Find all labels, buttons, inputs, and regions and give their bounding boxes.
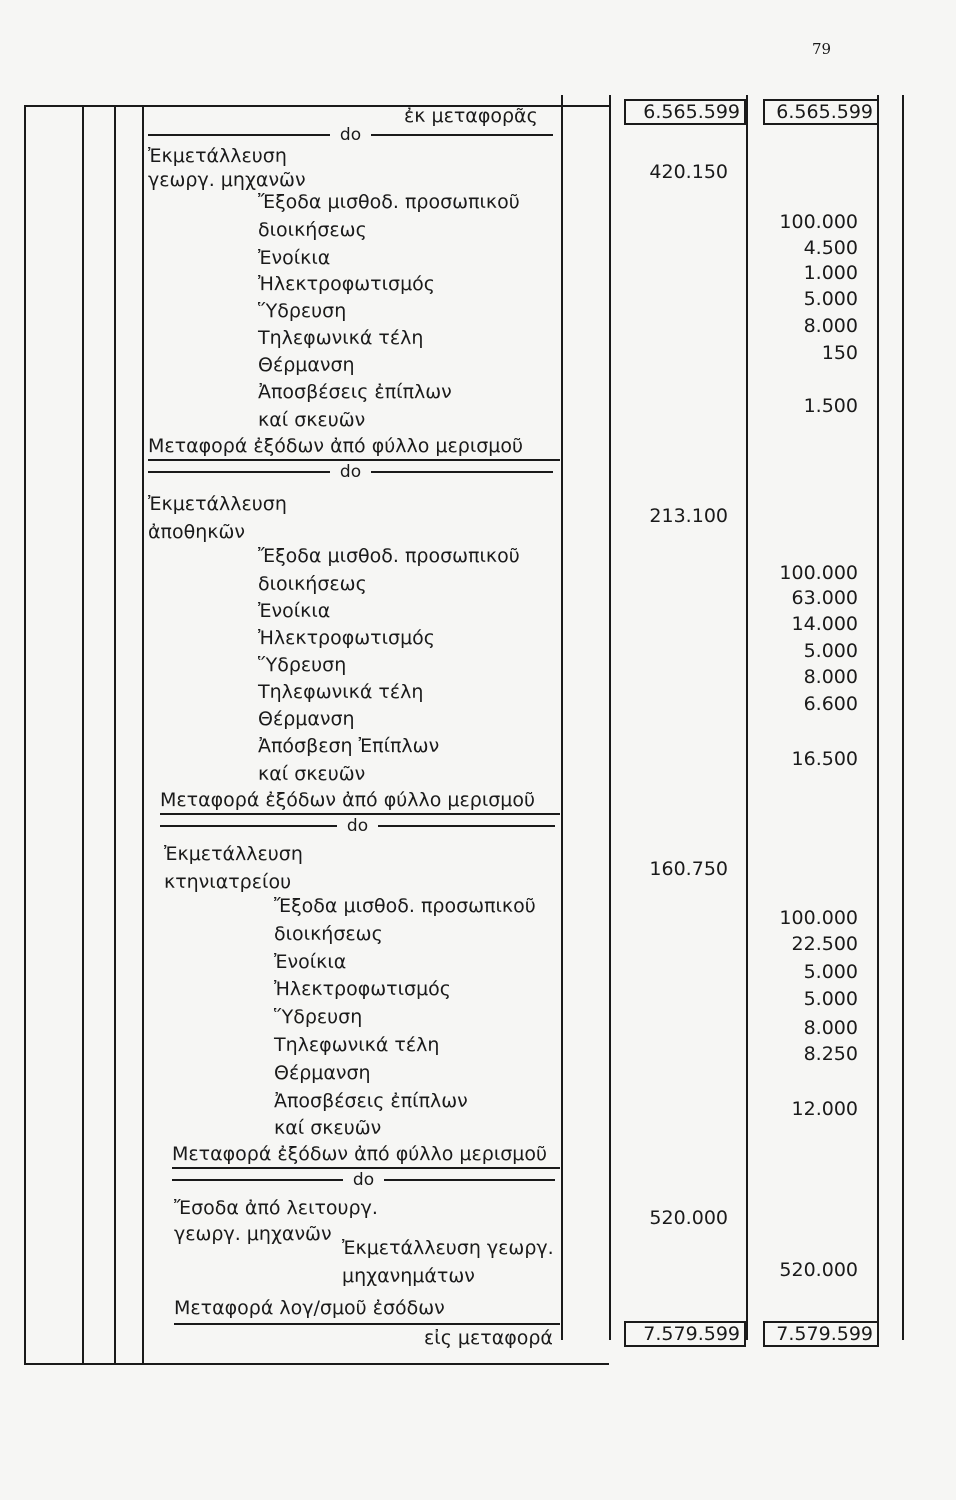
account-name: Ἐκμετάλλευση [148, 145, 287, 167]
expense-item: Τηλεφωνικά τέλη [274, 1034, 440, 1056]
expense-item: Θέρμανση [258, 708, 355, 730]
expense-item: Ὕδρευση [258, 654, 347, 676]
expense-item: Ἀπόσβεση Ἐπίπλων [258, 735, 440, 757]
expense-amount: 63.000 [791, 587, 858, 609]
expense-amount: 150 [821, 342, 858, 364]
carried-over-label: εἰς μεταφορά [424, 1327, 553, 1349]
expense-amount: 5.000 [803, 640, 858, 662]
separator: do [172, 1169, 555, 1191]
carried-over-credit: 7.579.599 [763, 1321, 879, 1347]
transfer-line: Μεταφορά ἐξόδων ἀπό φύλλο μερισμοῦ [148, 435, 523, 457]
expense-item: καί σκευῶν [258, 409, 366, 431]
expense-item: Ἀποσβέσεις ἐπίπλων [274, 1090, 468, 1112]
transfer-line: Μεταφορά λογ/σμοῦ ἐσόδων [174, 1297, 445, 1319]
expense-item: Ἐνοίκια [274, 951, 347, 973]
col-rule [82, 105, 84, 1365]
expense-item: καί σκευῶν [258, 763, 366, 785]
expense-amount: 16.500 [791, 748, 858, 770]
expense-amount: 100.000 [779, 211, 858, 233]
account-name: Ἐκμετάλλευση [148, 493, 287, 515]
separator: do [148, 124, 553, 146]
account-debit: 160.750 [649, 858, 728, 880]
expense-amount: 8.000 [803, 1017, 858, 1039]
expense-amount: 22.500 [791, 933, 858, 955]
account-name: γεωργ. μηχανῶν [148, 169, 306, 191]
col-rule [561, 95, 563, 1340]
expense-amount: 5.000 [803, 988, 858, 1010]
account-debit: 520.000 [649, 1207, 728, 1229]
expense-amount: 12.000 [791, 1098, 858, 1120]
expense-item: Ἀποσβέσεις ἐπίπλων [258, 381, 452, 403]
col-rule [877, 95, 879, 1340]
expense-amount: 8.250 [803, 1043, 858, 1065]
expense-amount: 1.500 [803, 395, 858, 417]
expense-item: Ὕδρευση [258, 300, 347, 322]
expense-amount: 1.000 [803, 262, 858, 284]
account-name: κτηνιατρείου [164, 871, 292, 893]
col-rule [114, 105, 116, 1365]
col-rule [142, 105, 144, 1365]
ledger-table [24, 95, 904, 1365]
expense-item: Θέρμανση [258, 354, 355, 376]
col-rule [609, 95, 611, 1340]
expense-item: Ἠλεκτροφωτισμός [258, 627, 435, 649]
page-number: 79 [812, 40, 832, 58]
expense-item: καί σκευῶν [274, 1117, 382, 1139]
expense-item: Ἐνοίκια [258, 600, 331, 622]
carried-over-debit: 7.579.599 [624, 1321, 746, 1347]
col-rule [24, 105, 26, 1365]
expense-item: Ἠλεκτροφωτισμός [258, 273, 435, 295]
carried-forward-label: ἐκ μεταφορᾶς [404, 105, 538, 127]
revenue-item: Ἐκμετάλλευση γεωργ. [342, 1237, 554, 1259]
transfer-line: Μεταφορά ἐξόδων ἀπό φύλλο μερισμοῦ [172, 1143, 547, 1165]
expense-item: Τηλεφωνικά τέλη [258, 327, 424, 349]
col-rule [902, 95, 904, 1340]
separator: do [148, 461, 553, 483]
account-name: Ἐκμετάλλευση [164, 843, 303, 865]
expense-item: Θέρμανση [274, 1062, 371, 1084]
account-debit: 213.100 [649, 505, 728, 527]
col-rule [746, 95, 748, 1340]
bottom-rule [24, 1363, 609, 1365]
carried-forward-credit: 6.565.599 [763, 99, 879, 125]
revenue-item: μηχανημάτων [342, 1265, 475, 1287]
expense-amount: 100.000 [779, 562, 858, 584]
expense-amount: 6.600 [803, 693, 858, 715]
separator: do [160, 815, 555, 837]
expense-item: διοικήσεως [258, 573, 367, 595]
expense-amount: 5.000 [803, 961, 858, 983]
expense-item: διοικήσεως [258, 219, 367, 241]
account-name: ἀποθηκῶν [148, 521, 245, 543]
expense-amount: 100.000 [779, 907, 858, 929]
expense-item: Τηλεφωνικά τέλη [258, 681, 424, 703]
revenue-amount: 520.000 [779, 1259, 858, 1281]
expense-amount: 14.000 [791, 613, 858, 635]
transfer-line: Μεταφορά ἐξόδων ἀπό φύλλο μερισμοῦ [160, 789, 535, 811]
expense-item: Ἔξοδα μισθοδ. προσωπικοῦ [274, 895, 536, 917]
account-debit: 420.150 [649, 161, 728, 183]
expense-amount: 5.000 [803, 288, 858, 310]
section-rule [174, 1323, 560, 1325]
account-name: Ἔσοδα ἀπό λειτουργ. [174, 1197, 378, 1219]
expense-item: Ἔξοδα μισθοδ. προσωπικοῦ [258, 545, 520, 567]
expense-amount: 8.000 [803, 666, 858, 688]
account-name: γεωργ. μηχανῶν [174, 1223, 332, 1245]
expense-item: διοικήσεως [274, 923, 383, 945]
expense-item: Ὕδρευση [274, 1006, 363, 1028]
expense-amount: 4.500 [803, 237, 858, 259]
expense-item: Ἠλεκτροφωτισμός [274, 978, 451, 1000]
carried-forward-debit: 6.565.599 [624, 99, 746, 125]
expense-item: Ἐνοίκια [258, 247, 331, 269]
expense-amount: 8.000 [803, 315, 858, 337]
expense-item: Ἔξοδα μισθοδ. προσωπικοῦ [258, 191, 520, 213]
